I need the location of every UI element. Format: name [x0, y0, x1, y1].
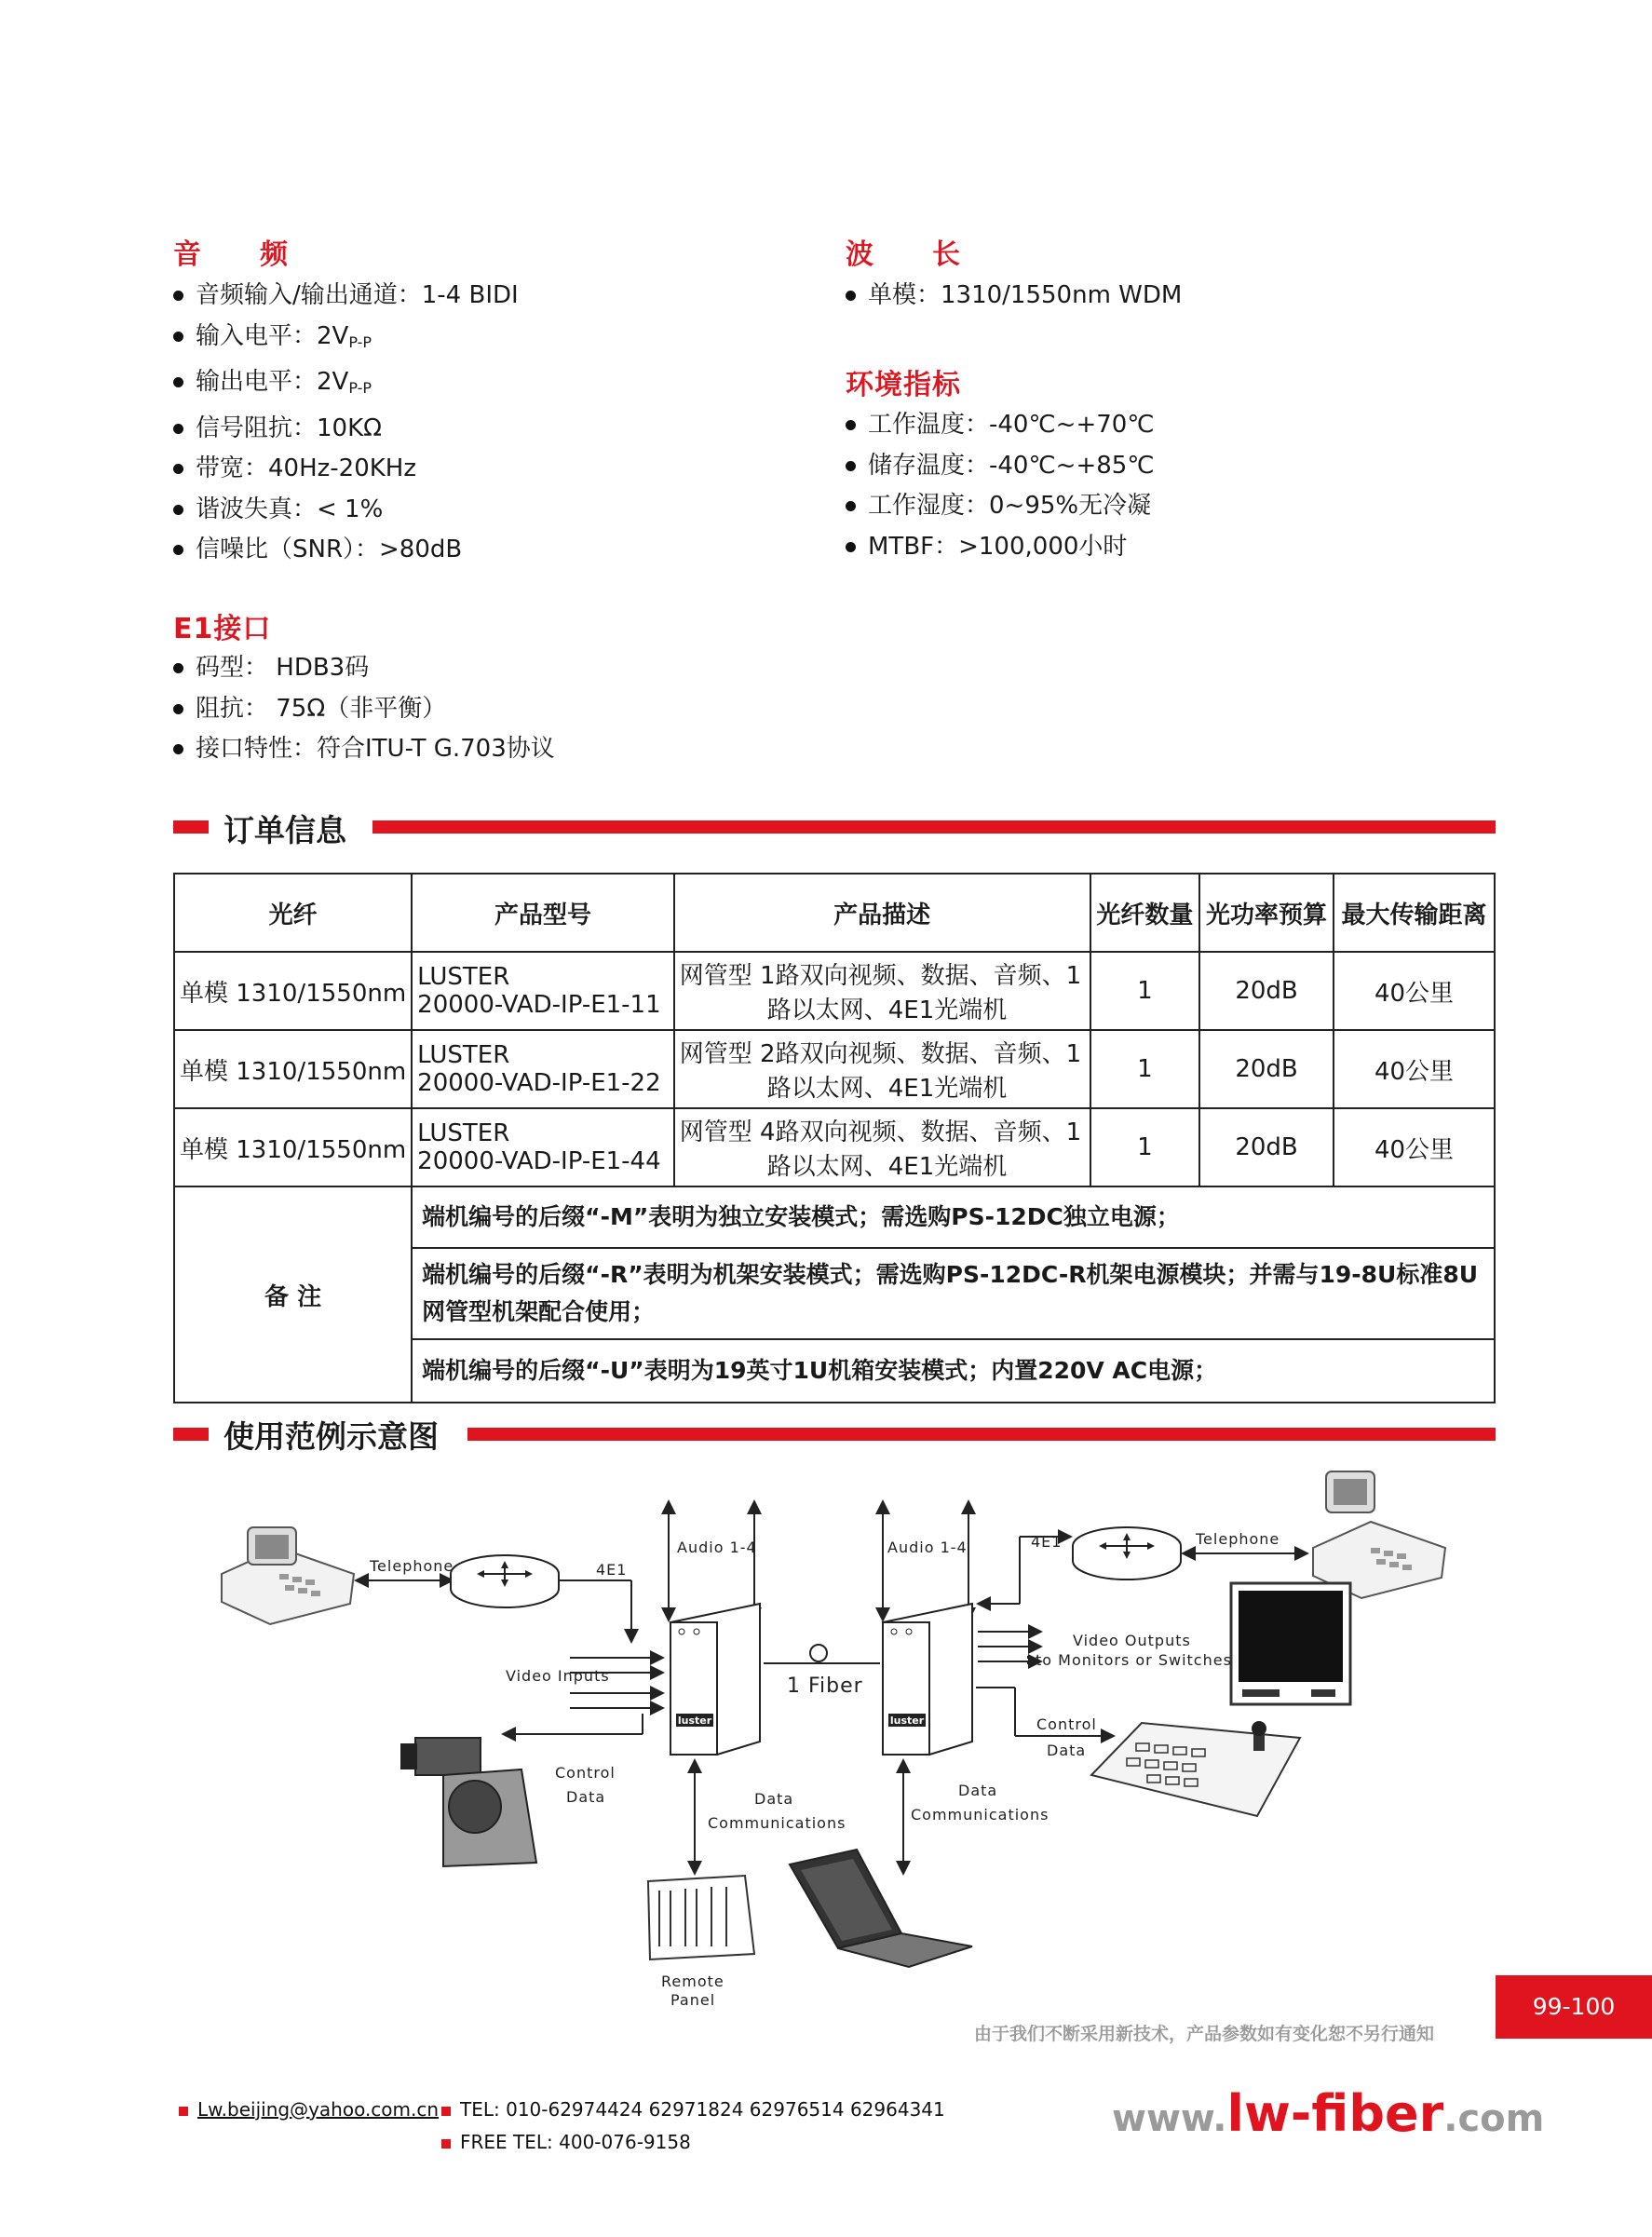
list-item: 接口特性：符合ITU-T G.703协议	[171, 729, 555, 770]
brand-label-right: luster	[889, 1715, 925, 1727]
cell-desc: 网管型 1路双向视频、数据、音频、1 路以太网、4E1光端机	[674, 952, 1090, 1030]
order-table	[173, 873, 1496, 1403]
label-remote-1: Remote	[661, 1973, 724, 1990]
label-video-inputs: Video Inputs	[506, 1667, 610, 1685]
cell-distance: 40公里	[1334, 1030, 1495, 1108]
table-row	[174, 952, 1495, 1030]
list-item: 带宽：40Hz-20KHz	[171, 449, 519, 490]
order-bar-right	[372, 820, 1496, 834]
order-title: 订单信息	[223, 812, 346, 848]
list-item: 单模：1310/1550nm WDM	[844, 276, 1182, 317]
list-item: 信号阻抗：10KΩ	[171, 409, 519, 450]
environment-title: 环境指标	[846, 369, 961, 401]
optical-module-right-icon	[883, 1604, 972, 1755]
header-power: 光功率预算	[1199, 874, 1334, 952]
audio-title: 音 频	[173, 238, 289, 271]
cell-fiber: 单模 1310/1550nm	[174, 1030, 412, 1108]
list-item: 码型： HDB3码	[171, 648, 555, 689]
label-control-left-2: Data	[566, 1788, 606, 1806]
label-datacomm-right-2: Communications	[911, 1806, 1049, 1823]
optical-module-left-icon	[670, 1604, 760, 1755]
list-item: 信噪比（SNR）：>80dB	[171, 530, 519, 571]
list-item: 输出电平：$2V_{P-P}$	[171, 362, 519, 409]
header-fiber: 光纤	[174, 874, 412, 952]
cell-model: LUSTER 20000-VAD-IP-E1-44	[412, 1108, 674, 1186]
list-item: 阻抗： 75Ω（非平衡）	[171, 689, 555, 730]
cell-model: LUSTER 20000-VAD-IP-E1-11	[412, 952, 674, 1030]
footer-bullet	[179, 2107, 188, 2116]
label-telephone-right: Telephone	[1196, 1530, 1280, 1548]
laptop-icon	[790, 1850, 972, 1967]
label-datacomm-right-1: Data	[958, 1782, 998, 1799]
telephone-right-icon	[1313, 1471, 1445, 1598]
e1-list	[171, 648, 555, 770]
list-item: 储存温度：-40℃~+85℃	[844, 446, 1155, 487]
label-video-outputs-1: Video Outputs	[1073, 1632, 1191, 1649]
header-desc: 产品描述	[674, 874, 1090, 952]
remote-panel-icon	[648, 1876, 754, 1959]
note-item: 端机编号的后缀“-M”表明为独立安装模式；需选购PS-12DC独立电源；	[412, 1186, 1495, 1248]
page-number: 99-100	[1532, 1993, 1616, 2020]
table-row	[174, 1108, 1495, 1186]
label-4e1-left: 4E1	[596, 1561, 628, 1579]
note-item: 端机编号的后缀“-U”表明为19英寸1U机箱安装模式；内置220V AC电源；	[412, 1339, 1495, 1403]
order-bar-left	[173, 820, 209, 834]
label-remote-2: Panel	[670, 1991, 716, 2009]
cell-desc: 网管型 2路双向视频、数据、音频、1 路以太网、4E1光端机	[674, 1030, 1090, 1108]
footer-free-tel: FREE TEL: 400-076-9158	[460, 2131, 691, 2153]
diagram-bar-left	[173, 1428, 209, 1441]
audio-list	[171, 276, 519, 571]
e1-ring-left-icon	[451, 1555, 559, 1607]
notes-label: 备 注	[174, 1186, 412, 1403]
cell-fiber: 单模 1310/1550nm	[174, 1108, 412, 1186]
table-row	[174, 1030, 1495, 1108]
header-model: 产品型号	[412, 874, 674, 952]
label-4e1-right: 4E1	[1031, 1533, 1063, 1551]
footer-bullet	[441, 2107, 451, 2116]
disclaimer: 由于我们不断采用新技术，产品参数如有变化恕不另行通知	[974, 2024, 1435, 2044]
environment-list	[844, 405, 1155, 567]
cell-fiber: 单模 1310/1550nm	[174, 952, 412, 1030]
list-item: 音频输入/输出通道：1-4 BIDI	[171, 276, 519, 317]
cell-distance: 40公里	[1334, 952, 1495, 1030]
footer-tel: TEL: 010-62974424 62971824 62976514 62964341	[460, 2098, 945, 2121]
header-count: 光纤数量	[1090, 874, 1199, 952]
label-control-right-1: Control	[1036, 1715, 1097, 1733]
table-header-row	[174, 874, 1495, 952]
list-item: MTBF：>100,000小时	[844, 527, 1155, 568]
header-distance: 最大传输距离	[1334, 874, 1495, 952]
diagram-title: 使用范例示意图	[223, 1418, 439, 1455]
cell-power: 20dB	[1199, 1030, 1334, 1108]
monitor-icon	[1231, 1583, 1350, 1704]
cell-count: 1	[1090, 1030, 1199, 1108]
cell-distance: 40公里	[1334, 1108, 1495, 1186]
footer-website[interactable]: www.lw-fiber.com	[1112, 2084, 1545, 2143]
notes-row	[174, 1186, 1495, 1248]
list-item: 输入电平：$2V_{P-P}$	[171, 317, 519, 363]
list-item: 谐波失真：< 1%	[171, 490, 519, 531]
note-item: 端机编号的后缀“-R”表明为机架安装模式；需选购PS-12DC-R机架电源模块；并需与19-8U标准8U网管型机架配合使用；	[412, 1248, 1495, 1339]
label-telephone-left: Telephone	[370, 1557, 454, 1575]
cell-power: 20dB	[1199, 1108, 1334, 1186]
wavelength-title: 波 长	[846, 238, 961, 271]
list-item: 工作湿度：0~95%无冷凝	[844, 486, 1155, 527]
label-datacomm-left-2: Communications	[708, 1814, 846, 1832]
diagram-bar-right	[467, 1428, 1496, 1441]
list-item: 工作温度：-40℃~+70℃	[844, 405, 1155, 446]
cell-count: 1	[1090, 1108, 1199, 1186]
wavelength-list	[844, 276, 1182, 317]
cell-desc: 网管型 4路双向视频、数据、音频、1 路以太网、4E1光端机	[674, 1108, 1090, 1186]
keyboard-controller-icon	[1091, 1721, 1300, 1816]
footer-email[interactable]: Lw.beijing@yahoo.com.cn	[197, 2098, 440, 2121]
camera-icon	[400, 1738, 536, 1866]
label-control-left-1: Control	[555, 1764, 616, 1782]
label-audio-left: Audio 1-4	[677, 1539, 757, 1556]
brand-label-left: luster	[677, 1715, 712, 1727]
page-number-badge	[1496, 1975, 1652, 2039]
label-video-outputs-2: to Monitors or Switches	[1036, 1651, 1232, 1669]
label-control-right-2: Data	[1047, 1742, 1087, 1759]
footer-bullet	[441, 2139, 451, 2149]
cell-count: 1	[1090, 952, 1199, 1030]
cell-model: LUSTER 20000-VAD-IP-E1-22	[412, 1030, 674, 1108]
label-fiber: 1 Fiber	[787, 1674, 863, 1698]
usage-diagram	[0, 1453, 1652, 2030]
label-audio-right: Audio 1-4	[887, 1539, 968, 1556]
e1-ring-right-icon	[1073, 1527, 1181, 1579]
label-datacomm-left-1: Data	[754, 1790, 794, 1808]
e1-title: E1接口	[173, 613, 272, 645]
cell-power: 20dB	[1199, 952, 1334, 1030]
telephone-left-icon	[222, 1527, 354, 1624]
